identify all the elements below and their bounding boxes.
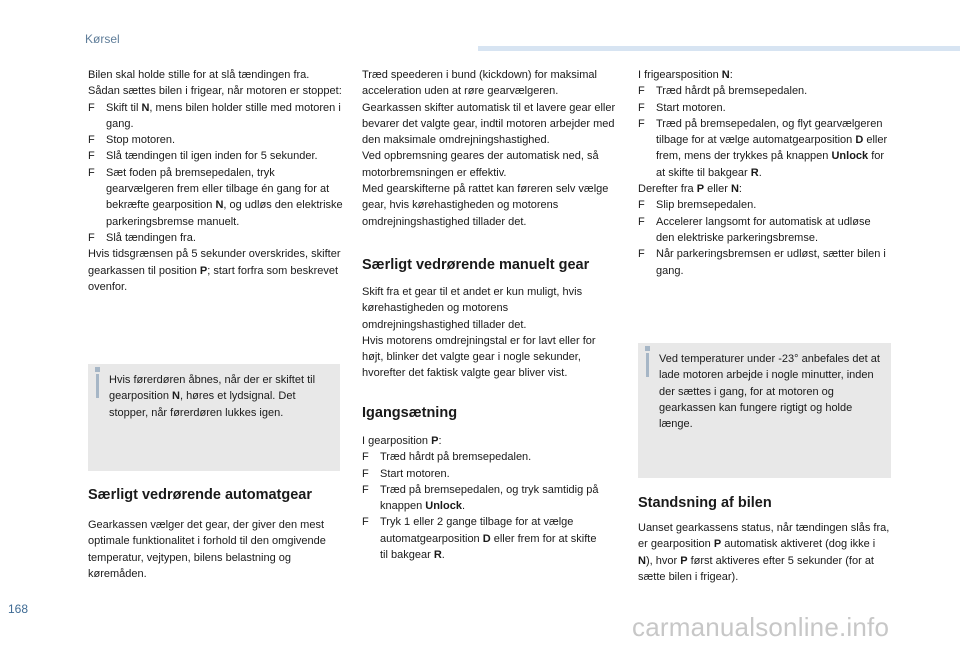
list-item: F Træd hårdt på bremsepedalen. xyxy=(362,449,607,465)
info-icon-dot xyxy=(645,346,650,351)
page-number: 168 xyxy=(8,602,29,616)
column-1 xyxy=(88,67,343,295)
info-icon-dot xyxy=(95,367,100,372)
bullet-icon: F xyxy=(362,483,369,496)
header-bar xyxy=(478,46,960,51)
bullet-icon: F xyxy=(362,451,369,464)
note-text: Hvis førerdøren åbnes, når der er skiftet til gearposition N, høres et lydsignal. Det stopper, når førerdøren lukkes igen. xyxy=(109,374,316,419)
section-title: Kørsel xyxy=(85,32,120,46)
list-item: F Start motoren. xyxy=(362,466,607,482)
list-item: F Slå tændingen til igen inden for 5 sekunder. xyxy=(88,148,343,164)
list-item: F Træd hårdt på bremsepedalen. xyxy=(638,83,888,99)
list-item: F Træd på bremsepedalen, og flyt gearvælgeren tilbage for at vælge automatgearposition D eller frem, mens der trykkes på knappen Unlock for at skifte til bakgear R. xyxy=(638,117,888,179)
bullet-icon: F xyxy=(638,248,645,261)
kickdown-paragraph: Træd speederen i bund (kickdown) for maksimal acceleration uden at røre gearvælgeren. Gearkassen skifter automatisk til et lavere gear eller bevarer det valgte gear, indtil motoren arbejder med den maksimale omdrejningshastighed. xyxy=(362,69,616,147)
bullet-icon: F xyxy=(638,85,645,98)
timeout-paragraph: Hvis tidsgrænsen på 5 sekunder overskrides, skifter gearkassen til position P; start forfra som beskrevet ovenfor. xyxy=(88,248,341,293)
bullet-icon: F xyxy=(638,117,645,130)
bullet-icon: F xyxy=(88,231,95,244)
bullet-icon: F xyxy=(88,150,95,163)
neutral-steps-list xyxy=(88,100,343,247)
list-item: F Når parkeringsbremsen er udløst, sætter bilen i gang. xyxy=(638,248,886,277)
manual-paragraph-1: Skift fra et gear til et andet er kun muligt, hvis kørehastigheden og motorens omdrejningshastighed tillader det. xyxy=(362,286,583,331)
list-item: F Tryk 1 eller 2 gange tilbage for at vælge automatgearposition D eller frem for at skifte til bakgear R. xyxy=(362,516,597,562)
list-item: F Slå tændingen fra. xyxy=(88,230,343,246)
heading-automatic: Særligt vedrørende automatgear xyxy=(88,487,312,503)
automatic-paragraph: Gearkassen vælger det gear, der giver den mest optimale funktionalitet i forhold til den omgivende temperatur, vejtypen, bilens belastning og køremåden. xyxy=(88,519,326,580)
bullet-icon: F xyxy=(88,101,95,114)
paddle-paragraph: Med gearskifterne på rattet kan føreren selv vælge gear, hvis kørehastigheden og motorens omdrejningshastighed tillader det. xyxy=(362,183,609,228)
bullet-icon: F xyxy=(638,101,645,114)
then-intro: Derefter fra P eller N: xyxy=(638,183,742,196)
manual-paragraph-2: Hvis motorens omdrejningstal er for lavt eller for højt, blinker det valgte gear i nogle sekunder, hvorefter det faktisk valgte gear bliver vist. xyxy=(362,334,596,380)
note-text: Ved temperaturer under -23° anbefales det at lade motoren arbejde i nogle minutter, inden der sættes i gang, for at motoren og gearkassen kan fungere rigtigt og holde længe. xyxy=(659,353,880,431)
info-note xyxy=(88,364,340,471)
bullet-icon: F xyxy=(362,467,369,480)
column-2 xyxy=(362,67,620,230)
intro-paragraph: Bilen skal holde stille for at slå tændingen fra. Sådan sættes bilen i frigear, når motoren er stoppet: xyxy=(88,69,342,98)
watermark: carmanualsonline.info xyxy=(632,612,890,642)
start-section xyxy=(362,433,607,563)
bullet-icon: F xyxy=(638,215,645,228)
stopping-paragraph: Uanset gearkassens status, når tændingen slås fra, er gearposition P automatisk aktiveret (dog ikke i N), hvor P først aktiveres efter 5 sekunder (for at sætte bilen i frigear). xyxy=(638,522,890,583)
heading-start: Igangsætning xyxy=(362,405,458,421)
list-item: F Træd på bremsepedalen, og tryk samtidig på knappen Unlock. xyxy=(362,483,599,513)
list-item: F Stop motoren. xyxy=(88,132,343,148)
list-item: F Skift til N, mens bilen holder stille med motoren i gang. xyxy=(88,101,341,130)
neutral-intro: I frigearsposition N: xyxy=(638,69,733,81)
column-3 xyxy=(638,67,888,279)
bullet-icon: F xyxy=(638,199,645,212)
bullet-icon: F xyxy=(88,166,95,179)
heading-manual: Særligt vedrørende manuelt gear xyxy=(362,257,590,273)
list-item: F Start motoren. xyxy=(638,100,888,116)
bullet-icon: F xyxy=(88,134,95,147)
info-icon xyxy=(96,374,99,398)
manual-section xyxy=(362,284,602,382)
list-item: F Slip bremsepedalen. xyxy=(638,197,888,213)
start-intro: I gearposition P: xyxy=(362,435,442,447)
list-item: F Sæt foden på bremsepedalen, tryk gearvælgeren frem eller tilbage én gang for at bekræfte gearposition N, og udløs den elektriske parkeringsbremse manuelt. xyxy=(88,166,343,228)
engine-braking-paragraph: Ved opbremsning geares der automatisk ned, så motorbremsningen er effektiv. xyxy=(362,150,599,179)
list-item: F Accelerer langsomt for automatisk at udløse den elektriske parkeringsbremse. xyxy=(638,215,871,244)
heading-stopping: Standsning af bilen xyxy=(638,495,772,511)
bullet-icon: F xyxy=(362,516,369,529)
info-icon xyxy=(646,353,649,377)
info-note xyxy=(638,343,891,478)
